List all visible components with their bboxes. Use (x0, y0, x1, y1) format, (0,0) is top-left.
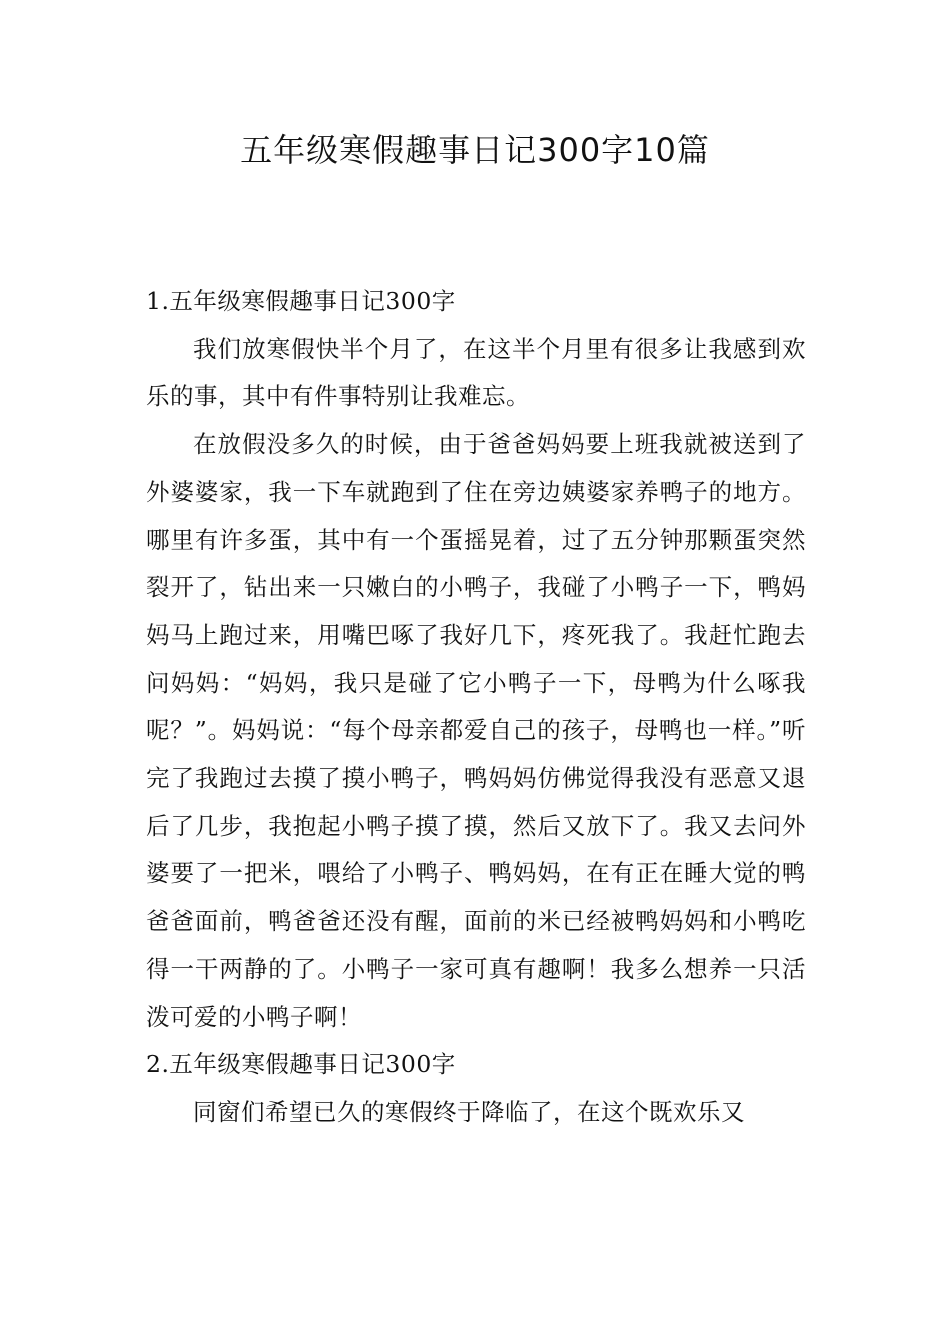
section-2 (146, 1041, 806, 1136)
section-1 (146, 278, 806, 1041)
section-heading: 1.五年级寒假趣事日记300字 (146, 287, 456, 315)
paragraph: 在放假没多久的时候，由于爸爸妈妈要上班我就被送到了外婆婆家，我一下车就跑到了住在旁边姨婆家养鸭子的地方。哪里有许多蛋，其中有一个蛋摇晃着，过了五分钟那颗蛋突然裂开了，钻出来一只嫩白的小鸭子，我碰了小鸭子一下，鸭妈妈马上跑过来，用嘴巴啄了我好几下，疼死我了。我赶忙跑去问妈妈：“妈妈，我只是碰了它小鸭子一下，母鸭为什么啄我呢？”。妈妈说：“每个母亲都爱自己的孩子，母鸭也一样。”听完了我跑过去摸了摸小鸭子，鸭妈妈仿佛觉得我没有恶意又退后了几步，我抱起小鸭子摸了摸，然后又放下了。我又去问外婆要了一把米，喂给了小鸭子、鸭妈妈，在有正在睡大觉的鸭爸爸面前，鸭爸爸还没有醒，面前的米已经被鸭妈妈和小鸭吃得一干两静的了。小鸭子一家可真有趣啊！我多么想养一只活泼可爱的小鸭子啊！ (146, 430, 806, 1031)
section-heading: 2.五年级寒假趣事日记300字 (146, 1050, 456, 1079)
document-title: 五年级寒假趣事日记300字10篇 (240, 131, 710, 169)
paragraph: 同窗们希望已久的寒假终于降临了，在这个既欢乐又 (193, 1097, 745, 1126)
document-body (146, 278, 806, 1137)
paragraph: 我们放寒假快半个月了，在这半个月里有很多让我感到欢乐的事，其中有件事特别让我难忘。 (146, 334, 806, 411)
